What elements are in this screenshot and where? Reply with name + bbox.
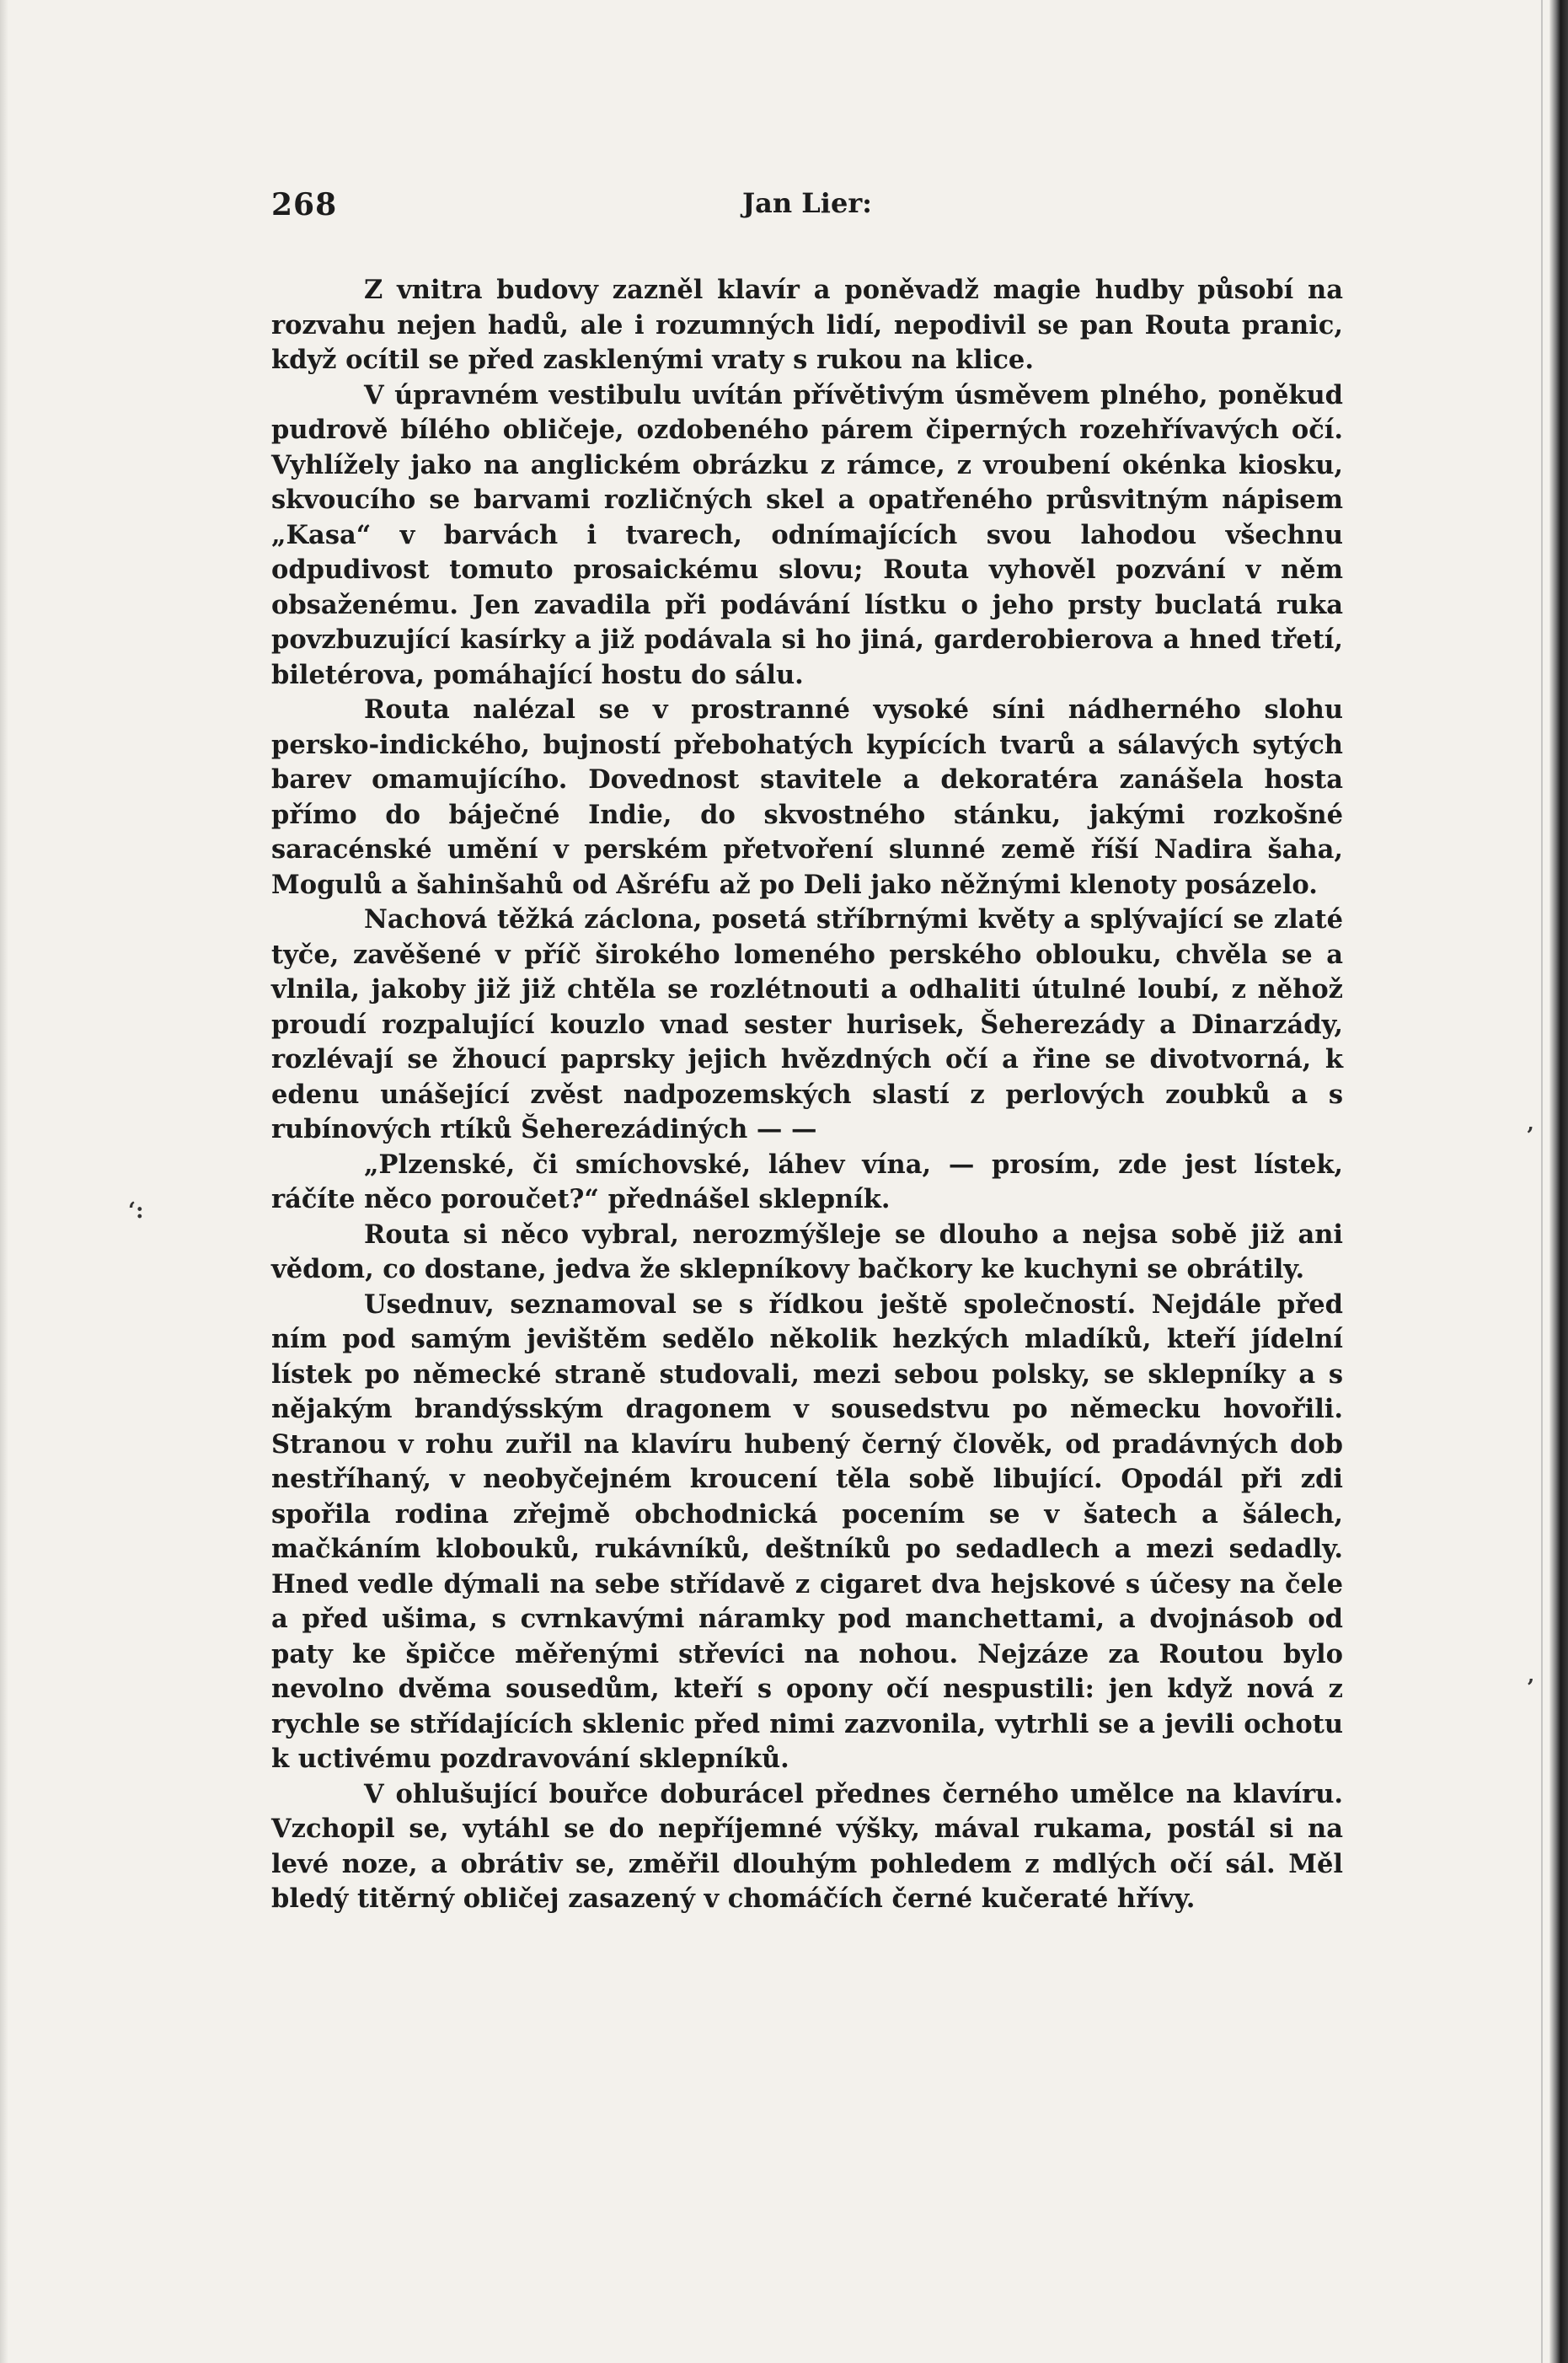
paragraph-1: Z vnitra budovy zazněl klavír a poněvadž magie hudby působí na rozvahu nejen hadů, ale i rozumných lidí, nepodivil se pan Routa pranic, když ocítil se před zasklenými vraty s rukou na klice.	[271, 275, 1343, 375]
paragraph-2: V úpravném vestibulu uvítán přívětivým úsměvem plného, poněkud pudrově bílého obličeje, ozdobeného párem čiperných rozehřívavých očí. Vyhlížely jako na anglickém obrázku z rámce, z vroubení okénka kiosku, skvoucího se barvami rozličných skel a opatřeného průsvitným nápisem „Kasa“ v barvách i tvarech, odnímajících svou lahodou všechnu odpudivost tomuto prosaickému slovu; Routa vyhověl pozvání v něm obsaženému. Jen zavadila při podávání lístku o jeho prsty buclatá ruka povzbuzující kasírky a již podávala si ho jiná, garderobierova a hned třetí, biletérova, pomáhající hostu do sálu.	[271, 379, 1343, 690]
binding-shadow-line	[1541, 0, 1543, 2363]
book-spine	[1549, 0, 1568, 2363]
margin-mark-right-lower: ’	[1527, 1675, 1535, 1701]
paragraph-6: Routa si něco vybral, nerozmýšleje se dlouho a nejsa sobě již ani vědom, co dostane, jedva že sklepníkovy bačkory ke kuchyni se obrátily.	[271, 1219, 1343, 1284]
running-head: Jan Lier:	[742, 187, 872, 219]
paragraph-5: „Plzenské, či smíchovské, láhev vína, — prosím, zde jest lístek, ráčíte něco poroučet?“ přednášel sklepník.	[271, 1149, 1343, 1214]
page-number: 268	[271, 187, 338, 222]
page-left-edge	[0, 0, 8, 2363]
margin-mark-right-upper: ‚	[1527, 1111, 1535, 1136]
page-header	[271, 187, 1343, 231]
paragraph-7: Usednuv, seznamoval se s řídkou ještě společností. Nejdále před ním pod samým jevištěm sedělo několik hezkých mladíků, kteří jídelní lístek po německé straně studovali, mezi sebou polsky, se sklepníky a s nějakým brandýsským dragonem v sousedstvu po německu hovořili. Stranou v rohu zuřil na klavíru hubený černý člověk, od pradávných dob nestříhaný, v neobyčejném kroucení těla sobě libující. Opodál při zdi spořila rodina zřejmě obchodnická pocením se v šatech a šálech, mačkáním klobouků, rukávníků, deštníků po sedadlech a mezi sedadly. Hned vedle dýmali na sebe střídavě z cigaret dva hejskové s účesy na čele a před ušima, s cvrnkavými náramky pod manchettami, a dvojnásob od paty ke špičce měřenými střevíci na nohou. Nejzáze za Routou bylo nevolno dvěma sousedům, kteří s opony očí nespustili: jen když nová z rychle se střídajících sklenic před nimi zazvonila, vytrhli se a jevili ochotu k uctivému pozdravování sklepníků.	[271, 1289, 1343, 1774]
paragraph-8: V ohlušující bouřce doburácel přednes černého umělce na klavíru. Vzchopil se, vytáhl se do nepříjemné výšky, mával rukama, postál si na levé noze, a obrátiv se, změřil dlouhým pohledem z mdlých očí sál. Měl bledý titěrný obličej zasazený v chomáčích černé kučeraté hřívy.	[271, 1778, 1343, 1914]
book-page	[271, 187, 1343, 1917]
paragraph-3: Routa nalézal se v prostranné vysoké síni nádherného slohu persko-indického, bujností přebohatých kypících tvarů a sálavých sytých barev omamujícího. Dovednost stavitele a dekoratéra zanášela hosta přímo do báječné Indie, do skvostného stánku, jakými rozkošné saracénské umění v perském přetvoření slunné země říší Nadira šaha, Mogulů a šahinšahů od Ašréfu až po Deli jako něžnými klenoty posázelo.	[271, 694, 1343, 900]
margin-mark-left: ‘:	[128, 1198, 144, 1224]
body-text	[271, 273, 1343, 1917]
paragraph-4: Nachová těžká záclona, posetá stříbrnými květy a splývající se zlaté tyče, zavěšené v příč širokého lomeného perského oblouku, chvěla se a vlnila, jakoby již již chtěla se rozlétnouti a odhaliti útulné loubí, z něhož proudí rozpalující kouzlo vnad sester hurisek, Šeherezády a Dinarzády, rozlévají se žhoucí paprsky jejich hvězdných očí a řine se divotvorná, k edenu unášející zvěst nadpozemských slastí z perlových zoubků a s rubínových rtíků Šeherezádiných — —	[271, 904, 1343, 1144]
